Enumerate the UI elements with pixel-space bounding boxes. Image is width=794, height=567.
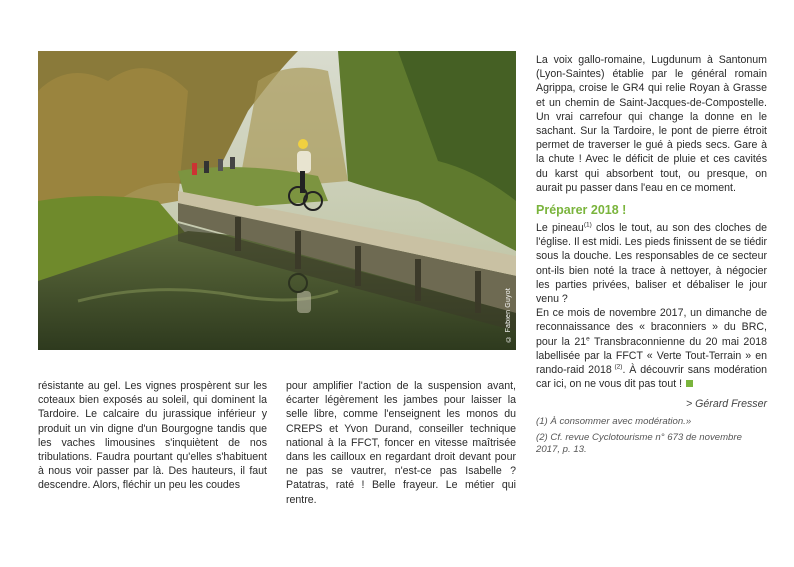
paragraph-pineau xyxy=(536,221,767,306)
paragraph-novembre xyxy=(536,306,767,391)
superscript: e xyxy=(586,335,590,343)
end-mark-icon xyxy=(686,380,693,387)
column-left xyxy=(38,379,267,493)
footnote-ref-1: (1) xyxy=(583,221,592,229)
paragraph-voie-romaine: La voix gallo-romaine, Lugdunum à Santonum (Lyon-Saintes) établie par le général romain Agrippa, croise le GR4 qui relie Royan à Grasse et un chemin de Saint-Jacques-de-Compostelle. Un vrai carrefour qui change la donne en le sachant. Sur la Tardoire, le pont de pierre étroit permet de traverser le gué à pieds secs. Gare à la chute ! Avec le déficit de pluie et ces cavités du karst qui absorbent tout, ou presque, on aurait pu passer dans l'eau en ce moment. xyxy=(536,54,767,194)
text-run: . À découvrir sans modération car ici, on ne vous dit pas tout ! xyxy=(536,364,767,391)
paragraph: résistante au gel. Les vignes prospèrent sur les coteaux bien exposés au soleil, qui dominent la Tardoire. Le calcaire du jurassique inférieur y produit un vin digne d'un Bourgogne tandis que les vaches limousines s'inquiètent de nos tribulations. Faudra pourtant qu'elles s'habituent à nous voir passer par là. Des hauteurs, il faut descendre. Alors, fléchir un peu les coudes xyxy=(38,380,267,492)
section-heading: Préparer 2018 ! xyxy=(536,203,627,218)
column-right xyxy=(536,53,767,457)
text-run: Transbraconnienne du 20 mai 2018 labellisée par la FFCT « Verte Tout-Terrain » en rando-raid 2018 xyxy=(536,335,767,377)
photo-credit: © Fabien Guyot xyxy=(505,288,512,342)
text-run: clos le tout, au son des cloches de l'église. Il est midi. Les pieds finissent de se tiédir sous la douche. Les responsables de ce secteur ont-ils bien noté la trace à nettoyer, à négocier les parties privées, baliser et débaliser le jour venu ? xyxy=(536,222,767,306)
footnote-2: (2) Cf. revue Cyclotourisme n° 673 de novembre 2017, p. 13. xyxy=(536,432,742,456)
column-middle xyxy=(286,379,516,507)
author-signature: > Gérard Fresser xyxy=(686,398,767,411)
text-run: Le pineau xyxy=(536,222,584,235)
footnote-ref-2: (2) xyxy=(611,363,623,371)
cyclists-bridge-photo xyxy=(38,51,516,350)
footnote-1: (1) À consommer avec modération.» xyxy=(536,415,692,427)
paragraph: pour amplifier l'action de la suspension avant, écarter légèrement les jambes pour laisser la selle libre, comme l'enseignent les monos du CREPS et Yvon Durand, conseiller technique national à la FFCT, foncer en vitesse maîtrisée dans les cailloux en regardant droit devant pour ne pas se vautrer, n'est-ce pas Isabelle ? Patatras, raté ! Belle frayeur. Le métier qui rentre. xyxy=(286,380,516,506)
article-photo xyxy=(38,51,516,350)
text-run: En ce mois de novembre 2017, un dimanche de reconnaissance des « braconniers » du BRC, pour la 21 xyxy=(536,307,767,348)
